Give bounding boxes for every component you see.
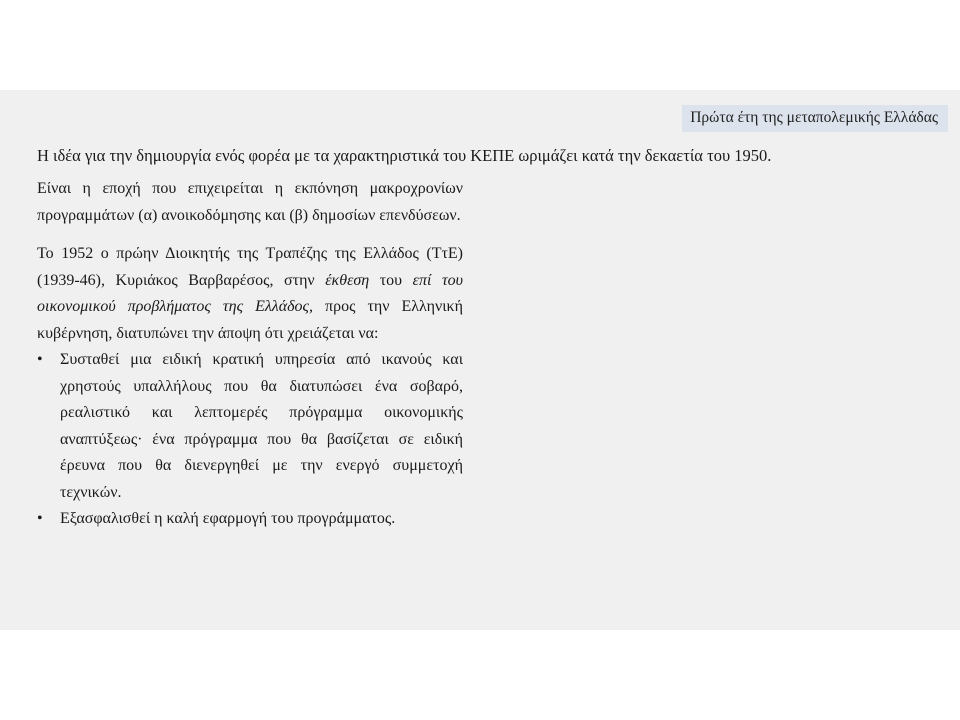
- paragraph-1: Είναι η εποχή που επιχειρείται η εκπόνηση μακροχρονίων προγραμμάτων (α) ανοικοδόμησης και (β) δημοσίων επενδύσεων.: [37, 180, 463, 224]
- intro-sentence: Η ιδέα για την δημιουργία ενός φορέα με τα χαρακτηριστικά του ΚΕΠΕ ωριμάζει κατά την δεκαετία του 1950.: [37, 146, 772, 165]
- paragraph-2-text: του: [369, 271, 413, 289]
- paragraph-2-text: Το 1952 ο πρώην Διοικητής της Τραπέζης της Ελλάδος (ΤτΕ) (1939-46), Κυριάκος Βαρβαρέσος, στην: [37, 245, 463, 289]
- report-title-italic: έκθεση: [325, 271, 370, 289]
- slide-panel: [0, 90, 960, 630]
- list-item-text: Εξασφαλισθεί η καλή εφαρμογή του προγράμματος.: [60, 510, 396, 527]
- bullet-icon: •: [37, 351, 43, 368]
- list-item: [37, 506, 463, 533]
- bullet-list: [37, 347, 463, 533]
- text-column: [37, 176, 463, 533]
- section-tag: Πρώτα έτη της μεταπολεμικής Ελλάδας: [682, 105, 948, 132]
- list-item: [37, 347, 463, 506]
- paragraph-2: [37, 241, 463, 347]
- report-subject-italic: επί του οικονομικού προβλήματος της Ελλάδος,: [37, 271, 464, 315]
- bullet-icon: •: [37, 510, 43, 527]
- paragraph-2-text: προς την Ελληνική κυβέρνηση, διατυπώνει την άποψη ότι χρειάζεται να:: [37, 298, 463, 342]
- list-item-text: Συσταθεί μια ειδική κρατική υπηρεσία από ικανούς και χρηστούς υπαλλήλους που θα διατυπώσει ένα σοβαρό, ρεαλιστικό και λεπτομερές πρόγραμμα οικονομικής αναπτύξεως· ένα πρόγραμμα που θα βασίζεται σε ειδική έρευνα που θα διενεργηθεί με την ενεργό συμμετοχή τεχνικών.: [60, 351, 463, 501]
